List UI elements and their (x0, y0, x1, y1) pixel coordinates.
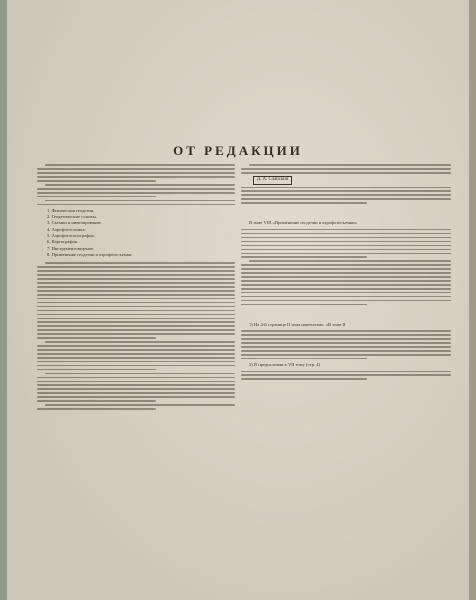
paragraph-footnote-1 (241, 330, 451, 359)
paragraph-material-volumes (241, 260, 451, 305)
right-note-3: 2) В предисловии к VII тому (стр. 4) (249, 361, 321, 367)
list-item: 8. Применение геодезии и аэрофотосъемки. (47, 252, 133, 258)
list-item: 1. Физическая геодезия. (47, 207, 94, 213)
paragraph-intro (37, 164, 235, 181)
document-page (7, 0, 469, 600)
paragraph-editorial-board (241, 164, 451, 173)
left-column (37, 162, 235, 412)
paragraph-editor (37, 404, 235, 410)
list-item: 3. Съемки и нивелирование. (47, 220, 103, 226)
paragraph-material (37, 184, 235, 197)
boxed-name-row (241, 176, 451, 184)
paragraph-instruments (37, 341, 235, 370)
paragraph-footnote-2 (241, 371, 451, 380)
paragraph-application (37, 373, 235, 402)
paragraph-authors (241, 187, 451, 204)
paragraph-volume-description (37, 262, 235, 338)
right-note-2: 1) На 4-й странице II тома напечатано: «В томе II (249, 321, 346, 327)
volumes-list (47, 208, 235, 259)
list-item: 7. Инструментоведение. (47, 245, 95, 251)
list-item: 5. Аэрофототопография. (47, 233, 95, 239)
scan-edge-right (469, 0, 476, 600)
boxed-name: Д. А. Слабский (253, 176, 292, 184)
page-heading: ОТ РЕДАКЦИИ (173, 143, 303, 158)
scan-edge-left (0, 0, 7, 600)
right-note-1: В томе VIII «Применение геодезии и аэрофотосъемки» (249, 220, 357, 226)
paragraph-contents (37, 200, 235, 206)
paragraph-volume-viii (241, 229, 451, 258)
right-column (241, 162, 451, 382)
list-item: 2. Геодезические основы. (47, 214, 97, 219)
list-item: 4. Аэрофотосъемка. (47, 226, 86, 232)
list-item: 6. Картография. (47, 239, 79, 245)
